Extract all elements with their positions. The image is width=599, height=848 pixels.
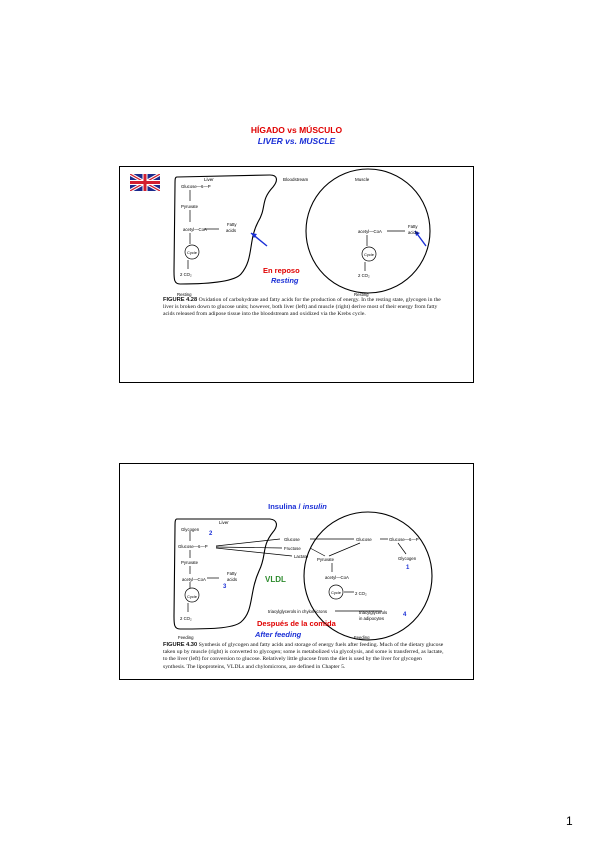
slide-liver-vs-muscle-resting [119, 166, 474, 383]
resting-right-label: Resting [354, 292, 369, 297]
muscle-label: Muscle [355, 177, 370, 182]
chylomicrons-label: triacylglycerols in chylomicrons [268, 609, 327, 614]
svg-text:Fatty: Fatty [227, 571, 237, 576]
liver-label: Liver [204, 177, 214, 182]
figure-caption: FIGURE 4.30 Synthesis of glycogen and fatty acids and storage of energy fuels after feeding. Much of the dietary glucose taken up by muscle (right) is converted to glycogen; some is metabolized via glycolysis, and some is transferred, as lactate, to the liver (left) for conversion to glucose. Relatively little glucose from the diet is used by the liver for glycogen synthesis. The lipoproteins, VLDLs and chylomicrons, are defined in Chapter 5. [163, 642, 444, 670]
muscle-pyruvate-label: Pyruvate [317, 557, 334, 562]
muscle-acetyl-coa-label: acetyl—CoA [358, 229, 382, 234]
svg-text:Feeding: Feeding [354, 635, 370, 640]
muscle-co2-label: 2 CO₂ [358, 273, 370, 278]
svg-text:Feeding: Feeding [178, 635, 194, 640]
svg-text:1: 1 [406, 565, 410, 571]
glucose-muscle-label: Glucose [356, 537, 372, 542]
svg-text:in adipocytes: in adipocytes [359, 616, 385, 621]
pyruvate-label: Pyruvate [181, 560, 198, 565]
krebs-cycle-label: Cycle [187, 250, 198, 255]
caption-label: FIGURE 4.28 [163, 297, 198, 303]
muscle-cycle-label: Cycle [364, 252, 375, 257]
glucose-6p-label: Glucose—6—P [181, 184, 211, 189]
glucose-blood-label: Glucose [284, 537, 300, 542]
svg-text:2 CO₂: 2 CO₂ [180, 616, 192, 621]
glycogen-label: Glycogen [181, 527, 200, 532]
acetyl-coa-label: acetyl—CoA [182, 577, 206, 582]
svg-text:4: 4 [403, 612, 407, 618]
vldl-label: VLDL [265, 575, 286, 584]
svg-text:2: 2 [209, 531, 213, 537]
svg-text:acids: acids [227, 577, 238, 582]
muscle-acetyl-label: acetyl—CoA [325, 575, 349, 580]
svg-text:acids: acids [408, 230, 419, 235]
title-english: insulin [302, 502, 327, 511]
muscle-glycogen-label: Glycogen [398, 556, 417, 561]
svg-text:2 CO₂: 2 CO₂ [355, 591, 367, 596]
state-english: Resting [271, 276, 299, 285]
slide1-title-spanish: HÍGADO vs MÚSCULO [250, 125, 343, 135]
state-spanish: Después de la comida [257, 619, 336, 628]
page-number: 1 [566, 814, 573, 828]
lactate-label: Lactate [294, 554, 309, 559]
pyruvate-label: Pyruvate [181, 204, 198, 209]
slide-insulin-after-feeding [119, 463, 474, 680]
glucose-6p-label: Glucose—6—P [178, 544, 208, 549]
fatty-acids-label: Fatty [227, 222, 237, 227]
muscle-fatty-acids-label: Fatty [408, 224, 418, 229]
glucose-6p-muscle-label: Glucose—6—P [389, 537, 419, 542]
acetyl-coa-label: acetyl—CoA [183, 227, 207, 232]
adipocytes-label: triacylglycerols [359, 610, 388, 615]
state-english: After feeding [255, 630, 302, 639]
liver-outline [174, 519, 276, 629]
title-spanish: Insulina / [268, 502, 303, 511]
svg-text:acids: acids [226, 228, 237, 233]
svg-text:Cycle: Cycle [187, 594, 198, 599]
slide1-title-english: LIVER vs. MUSCLE [257, 136, 336, 146]
svg-text:Liver: Liver [219, 520, 229, 525]
bloodstream-label: Bloodstream [283, 177, 309, 182]
state-spanish: En reposo [263, 266, 300, 275]
co2-label: 2 CO₂ [180, 272, 192, 277]
fructose-label: Fructose [284, 546, 301, 551]
svg-text:Cycle: Cycle [331, 590, 342, 595]
slide1-titles [119, 125, 474, 146]
resting-left-label: Resting [177, 292, 192, 297]
svg-text:3: 3 [223, 584, 227, 590]
caption-label: FIGURE 4.30 [163, 642, 198, 648]
figure-caption: FIGURE 4.28 Oxidation of carbohydrate and fatty acids for the production of energy. In the resting state, glycogen in the liver is broken down to glucose units; however, both liver (left) and muscle (right) derive most of their energy from fatty acids released from adipose tissue into the bloodstream and oxidized via the Krebs cycle. [163, 297, 441, 318]
